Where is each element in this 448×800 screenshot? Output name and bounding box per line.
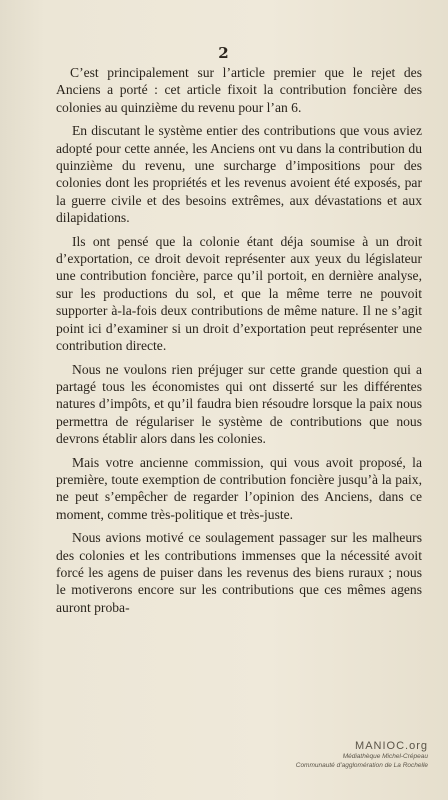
paragraph-6: Nous avions motivé ce soulagement passager sur les malheurs des colonies et les contributions immenses que la nécessité avoit forcé les agens de puiser dans les revenus des biens ruraux ; nous le motiverons encore sur les contributions que ces mêmes agens auront proba- <box>56 530 422 615</box>
watermark-line-1: Médiathèque Michel-Crépeau <box>342 753 428 760</box>
paragraph-1: C’est principalement sur l’article premier que le rejet des Anciens a porté : cet article fixoit la contribution foncière des colonies au quinzième du revenu pour l’an 6. <box>56 65 422 115</box>
watermark-brand: MANIOC.org <box>355 740 428 752</box>
paragraph-2: En discutant le système entier des contributions que vous aviez adopté pour cette année, les Anciens ont vu dans la contribution du quinzième du revenu, une surcharge d’impositions pour des colonies dont les propriétés et les revenus avoient été exposés, par la guerre civile et des besoins extrêmes, aux dévastations et aux dilapidations. <box>56 123 422 226</box>
watermark-line-2: Communauté d’agglomération de La Rochelle <box>295 762 428 769</box>
library-watermark <box>278 740 428 770</box>
paragraph-3: Ils ont pensé que la colonie étant déja soumise à un droit d’exportation, ce droit devoit représenter aux yeux du législateur une contribution foncière, parce qu’il portoit, en dernière analyse, sur les productions du sol, et que la même terre ne pouvoit supporter à-la-fois deux contributions de même nature. Il ne s’agit point ici d’examiner si un droit d’exportation peut représenter une contribution directe. <box>56 233 422 354</box>
page-number: 2 <box>218 44 230 62</box>
body-text <box>56 64 422 622</box>
paragraph-5: Mais votre ancienne commission, qui vous avoit proposé, la première, toute exemption de contribution foncière jusqu’à la paix, ne peut s’empêcher de regarder l’opinion des Anciens, dans ce moment, comme très-politique et très-juste. <box>56 454 422 522</box>
paragraph-4: Nous ne voulons rien préjuger sur cette grande question qui a partagé tous les économistes qui ont disserté sur les différentes natures d’impôts, et qu’il faudra bien résoudre lorsque la paix nous permettra de régulariser le système de contributions que nous devrons établir alors dans les colonies. <box>56 361 422 447</box>
